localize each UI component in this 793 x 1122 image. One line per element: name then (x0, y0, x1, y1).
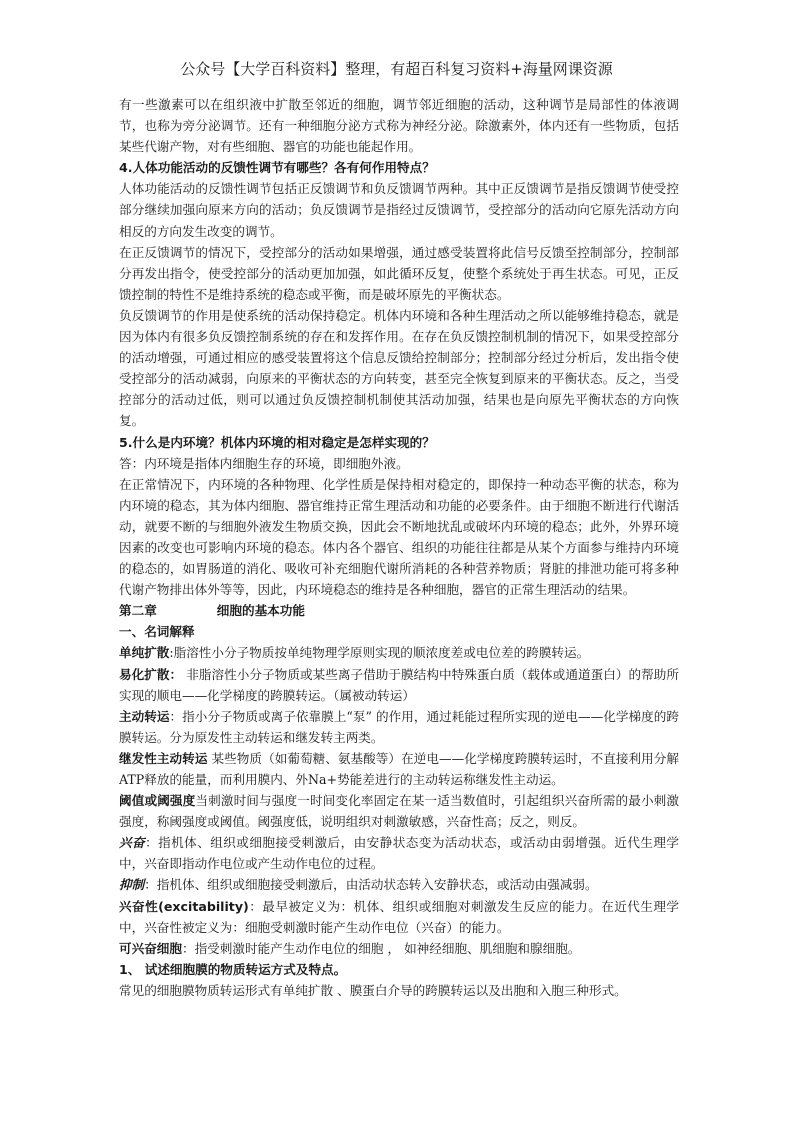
paragraph: 有一些激素可以在组织液中扩散至邻近的细胞，调节邻近细胞的活动，这种调节是局部性的体液调节，也称为旁分泌调节。还有一种细胞分泌方式称为神经分泌。除激素外，体内还有一些物质，包括某些代谢产物，对有些细胞、器官的功能也能起作用。 (119, 97, 679, 155)
section-heading: 一、名词解释 (119, 624, 195, 640)
term-definition: ：指受刺激时能产生动作电位的细胞 ， 如神经细胞、肌细胞和腺细胞。 (181, 940, 581, 956)
term-label: 兴奋 (119, 835, 146, 851)
term-definition: ：指机体、组织或细胞接受刺激后，由安静状态变为活动状态，或活动由弱增强。近代生理学中，兴奋即指动作电位或产生动作电位的过程。 (119, 835, 680, 872)
term-definition: 某些物质（如葡萄糖、氨基酸等）在逆电——化学梯度跨膜转运时，不直接利用分解ATP释放的能量，而利用膜内、外Na+势能差进行的主动转运称继发性主动运。 (119, 750, 679, 787)
term-definition: 当刺激时间与强度一时间变化率固定在某一适当数值时，引起组织兴奋所需的最小刺激强度，称阈强度或阈值。阈强度低，说明组织对刺激敏感，兴奋性高；反之，则反。 (119, 793, 680, 830)
term-label: 可兴奋细胞 (119, 940, 182, 956)
term-label: 易化扩散： (119, 666, 183, 682)
term-label: 抑制 (119, 877, 145, 893)
term-definition: :脂溶性小分子物质按单纯物理学原则实现的顺浓度差或电位差的跨膜转运。 (169, 645, 590, 661)
term-entry (119, 790, 679, 832)
paragraph: 在正常情况下，内环境的各种物理、化学性质是保持相对稳定的，即保持一种动态平衡的状态，称为内环境的稳态，其为体内细胞、器官维持正常生理活动和功能的必要条件。由于细胞不断进行代谢活动，就要不断的与细胞外液发生物质交换，因此会不断地扰乱或破坏内环境的稳态；此外，外界环境因素的改变也可影响内环境的稳态。体内各个器官、组织的功能往往都是从某个方面参与维持内环境的稳态的，如胃肠道的消化、吸收可补充细胞代谢所消耗的各种营养物质；肾脏的排泄功能可将多种代谢产物排出体外等等，因此，内环境稳态的维持是各种细胞，器官的正常生理活动的结果。 (119, 476, 679, 598)
paragraph: 答：内环境是指体内细胞生存的环境，即细胞外液。 (119, 455, 409, 471)
term-entry (119, 938, 679, 959)
paragraph: 人体功能活动的反馈性调节包括正反馈调节和负反馈调节两种。其中正反馈调节是指反馈调节使受控部分继续加强向原来方向的活动；负反馈调节是指经过反馈调节，受控部分的活动向它原先活动方向相反的方向发生改变的调节。 (119, 181, 679, 239)
question-heading-4: 4.人体功能活动的反馈性调节有哪些？各有何作用特点？ (119, 160, 435, 176)
term-label: 阈值或阈强度 (119, 793, 196, 809)
document-body (119, 94, 679, 1001)
term-label: 单纯扩散 (119, 645, 170, 661)
chapter-number: 第二章 (119, 603, 157, 619)
term-entry (119, 896, 679, 938)
paragraph: 常见的细胞膜物质转运形式有单纯扩散 、膜蛋白介导的跨膜转运以及出胞和入胞三种形式。 (119, 982, 627, 998)
paragraph: 负反馈调节的作用是使系统的活动保持稳定。机体内环境和各种生理活动之所以能够维持稳态，就是因为体内有很多负反馈控制系统的存在和发挥作用。在存在负反馈控制机制的情况下，如果受控部分的活动增强，可通过相应的感受装置将这个信息反馈给控制部分；控制部分经过分析后，发出指令使受控部分的活动减弱，向原来的平衡状态的方向转变，甚至完全恢复到原来的平衡状态。反之，当受控部分的活动过低，则可以通过负反馈控制机制使其活动加强，结果也是向原先平衡状态的方向恢复。 (119, 307, 679, 429)
question-heading-5: 5.什么是内环境？机体内环境的相对稳定是怎样实现的？ (119, 434, 435, 450)
term-entry (119, 874, 679, 895)
term-definition: ：指小分子物质或离子依靠膜上“泵” 的作用，通过耗能过程所实现的逆电——化学梯度的跨膜转运。分为原发性主动转运和继发转主两类。 (119, 708, 679, 745)
term-entry (119, 642, 679, 663)
term-label: 主动转运 (119, 708, 170, 724)
term-label: 继发性主动转运 (119, 750, 208, 766)
term-definition: 非脂溶性小分子物质或某些离子借助于膜结构中特殊蛋白质（载体或通道蛋白）的帮助所实现的顺电——化学梯度的跨膜转运。（属被动转运） (119, 666, 679, 703)
term-label: 兴奋性(excitability) (119, 898, 249, 914)
term-entry (119, 832, 679, 874)
term-definition: ：指机体、组织或细胞接受刺激后，由活动状态转入安静状态，或活动由强减弱。 (144, 877, 598, 893)
term-entry (119, 664, 679, 706)
chapter-heading (119, 600, 679, 621)
page-header: 公众号【大学百科资料】整理，有超百科复习资料+海量网课资源 (180, 60, 613, 78)
term-entry (119, 748, 679, 790)
paragraph: 在正反馈调节的情况下，受控部分的活动如果增强，通过感受装置将此信号反馈至控制部分，控制部分再发出指令，使受控部分的活动更加加强，如此循环反复，使整个系统处于再生状态。可见，正反馈控制的特性不是维持系统的稳态或平衡，而是破坏原先的平衡状态。 (119, 244, 679, 302)
chapter-title: 细胞的基本功能 (216, 603, 305, 619)
term-definition: ：最早被定义为：机体、组织或细胞对刺激发生反应的能力。在近代生理学中，兴奋性被定义为：细胞受刺激时能产生动作电位（兴奋）的能力。 (119, 898, 680, 935)
term-entry (119, 706, 679, 748)
question-heading-1: 1、 试述细胞膜的物质转运方式及特点。 (119, 961, 347, 977)
